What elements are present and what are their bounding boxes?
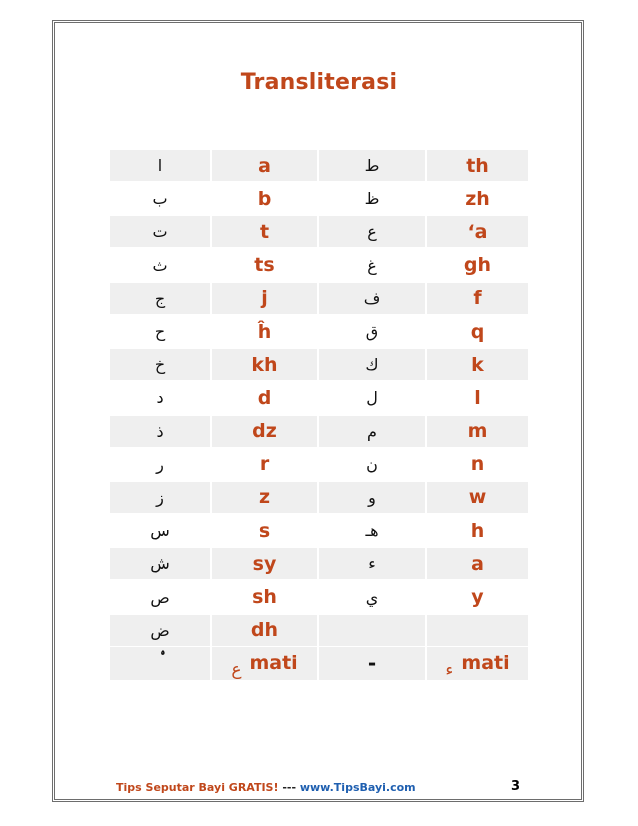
table-row — [110, 282, 528, 315]
arabic-letter-cell — [110, 449, 210, 480]
arabic-letter: ا — [157, 156, 163, 176]
latin-cell — [427, 216, 528, 247]
arabic-letter-cell — [110, 382, 210, 413]
arabic-letter-cell — [319, 250, 425, 281]
arabic-letter-cell — [319, 216, 425, 247]
table-row — [110, 614, 528, 647]
arabic-letter-cell — [110, 250, 210, 281]
table-row — [110, 249, 528, 282]
latin-cell — [212, 349, 317, 380]
table-row — [110, 580, 528, 613]
arabic-letter-cell — [319, 449, 425, 480]
latin-letter: f — [473, 287, 482, 310]
table-row — [110, 315, 528, 348]
footer-separator: --- — [278, 781, 300, 794]
latin-letter: n — [470, 453, 485, 476]
arabic-letter: ض — [150, 620, 170, 640]
arabic-letter-cell — [319, 615, 425, 646]
latin-letter: dh — [250, 619, 279, 642]
latin-letter: a — [258, 154, 271, 177]
latin-cell — [212, 615, 317, 646]
footer-credit — [116, 781, 416, 794]
arabic-letter: ع — [367, 222, 377, 242]
arabic-letter: س — [150, 521, 170, 541]
latin-letter: gh — [463, 254, 492, 277]
arabic-letter-cell — [110, 283, 210, 314]
mati-label: mati — [249, 652, 298, 675]
arabic-letter-cell — [319, 582, 425, 613]
latin-letter: kh — [251, 353, 278, 376]
page-title: Transliterasi — [240, 70, 398, 95]
arabic-letter: ق — [365, 322, 379, 342]
arabic-letter-cell — [319, 150, 425, 181]
latin-cell — [427, 548, 528, 579]
arabic-letter: د — [156, 388, 164, 408]
table-row — [110, 348, 528, 381]
arabic-letter: ب — [152, 189, 168, 209]
arabic-letter-cell — [319, 482, 425, 513]
table-row — [110, 381, 528, 414]
arabic-letter-cell — [110, 615, 210, 646]
latin-cell — [212, 150, 317, 181]
arabic-letter: م — [367, 421, 377, 441]
latin-letter: d — [257, 386, 272, 409]
latin-cell — [212, 582, 317, 613]
table-row-sukun — [110, 647, 528, 680]
latin-cell — [427, 183, 528, 214]
ain-letter: ع — [231, 660, 242, 681]
arabic-letter-cell — [110, 183, 210, 214]
latin-letter: q — [470, 320, 485, 343]
arabic-letter: ك — [365, 355, 379, 375]
latin-letter: zh — [465, 187, 490, 210]
latin-cell — [427, 283, 528, 314]
arabic-letter-cell — [110, 316, 210, 347]
arabic-letter: ل — [366, 388, 378, 408]
latin-letter: j — [261, 287, 268, 310]
mati-group — [231, 652, 298, 681]
latin-letter: a — [471, 552, 484, 575]
arabic-letter: ء — [368, 554, 376, 574]
arabic-letter: غ — [367, 255, 377, 275]
table-row — [110, 547, 528, 580]
latin-letter: ts — [254, 254, 275, 277]
arabic-letter: ج — [154, 288, 166, 308]
latin-letter: dz — [252, 420, 277, 443]
arabic-letter: و — [368, 487, 376, 507]
latin-cell — [212, 283, 317, 314]
latin-letter: h — [470, 519, 485, 542]
latin-letter: sy — [252, 552, 277, 575]
latin-cell — [212, 250, 317, 281]
arabic-letter: ص — [150, 587, 170, 607]
latin-letter: t — [259, 220, 270, 243]
latin-cell — [212, 515, 317, 546]
dash-cell — [319, 647, 425, 680]
latin-letter: sh — [252, 586, 277, 609]
latin-letter: m — [467, 420, 488, 443]
arabic-letter-cell — [319, 283, 425, 314]
footer-site-link[interactable]: www.TipsBayi.com — [299, 781, 416, 794]
latin-cell — [427, 482, 528, 513]
mati-cell — [212, 647, 317, 680]
arabic-letter-cell — [110, 482, 210, 513]
mati-cell — [427, 647, 528, 680]
latin-letter: s — [258, 519, 271, 542]
latin-cell — [212, 449, 317, 480]
arabic-letter: ي — [365, 587, 379, 607]
table-row — [110, 215, 528, 248]
latin-cell — [427, 150, 528, 181]
arabic-letter-cell — [319, 382, 425, 413]
latin-cell — [212, 183, 317, 214]
table-row — [110, 448, 528, 481]
table-row — [110, 514, 528, 547]
mati-label: mati — [461, 652, 510, 675]
latin-cell — [212, 548, 317, 579]
latin-cell — [427, 449, 528, 480]
arabic-letter: ث — [152, 255, 168, 275]
arabic-letter: خ — [154, 355, 166, 375]
arabic-letter-cell — [319, 416, 425, 447]
latin-letter: r — [259, 453, 270, 476]
latin-cell — [427, 349, 528, 380]
arabic-letter-cell — [110, 515, 210, 546]
latin-cell — [212, 416, 317, 447]
sukun-cell — [110, 647, 210, 680]
latin-letter: l — [474, 386, 481, 409]
latin-cell — [427, 250, 528, 281]
arabic-letter: ن — [366, 454, 378, 474]
latin-cell — [212, 482, 317, 513]
transliteration-table — [110, 149, 528, 680]
arabic-letter: ظ — [364, 189, 380, 209]
footer-brand: Tips Seputar Bayi GRATIS! — [116, 781, 279, 794]
arabic-letter: ف — [363, 288, 381, 308]
latin-letter: w — [468, 486, 487, 509]
latin-letter: z — [258, 486, 271, 509]
arabic-letter-cell — [319, 515, 425, 546]
arabic-letter-cell — [110, 216, 210, 247]
latin-letter: k — [471, 353, 484, 376]
latin-cell — [212, 382, 317, 413]
latin-cell — [212, 316, 317, 347]
arabic-letter: ش — [150, 554, 170, 574]
arabic-letter: ز — [156, 487, 164, 507]
arabic-letter-cell — [110, 349, 210, 380]
latin-letter: b — [257, 187, 272, 210]
latin-letter: th — [466, 154, 489, 177]
latin-letter: y — [471, 586, 484, 609]
arabic-letter: ت — [152, 222, 168, 242]
arabic-letter: ط — [364, 156, 380, 176]
arabic-letter: ذ — [156, 421, 164, 441]
arabic-letter: ح — [154, 322, 166, 342]
page-number: 3 — [511, 779, 521, 794]
table-row — [110, 481, 528, 514]
mati-group — [445, 652, 510, 681]
latin-cell — [212, 216, 317, 247]
arabic-letter-cell — [110, 548, 210, 579]
arabic-letter: هـ — [365, 521, 379, 541]
arabic-letter-cell — [319, 316, 425, 347]
arabic-letter: ر — [156, 454, 164, 474]
arabic-letter-cell — [110, 150, 210, 181]
latin-cell — [427, 382, 528, 413]
latin-cell — [427, 316, 528, 347]
latin-cell — [427, 582, 528, 613]
table-row — [110, 182, 528, 215]
hamza-letter: ء — [445, 660, 454, 681]
latin-letter: ĥ — [257, 320, 272, 343]
arabic-letter-cell — [319, 349, 425, 380]
arabic-letter-cell — [319, 548, 425, 579]
arabic-letter-cell — [110, 416, 210, 447]
table-row — [110, 149, 528, 182]
latin-cell — [427, 515, 528, 546]
arabic-letter-cell — [110, 582, 210, 613]
latin-cell — [427, 416, 528, 447]
table-row — [110, 415, 528, 448]
arabic-letter-cell — [319, 183, 425, 214]
latin-letter: ‘a — [467, 220, 488, 243]
dash-mark: - — [367, 651, 377, 676]
latin-cell — [427, 615, 528, 646]
